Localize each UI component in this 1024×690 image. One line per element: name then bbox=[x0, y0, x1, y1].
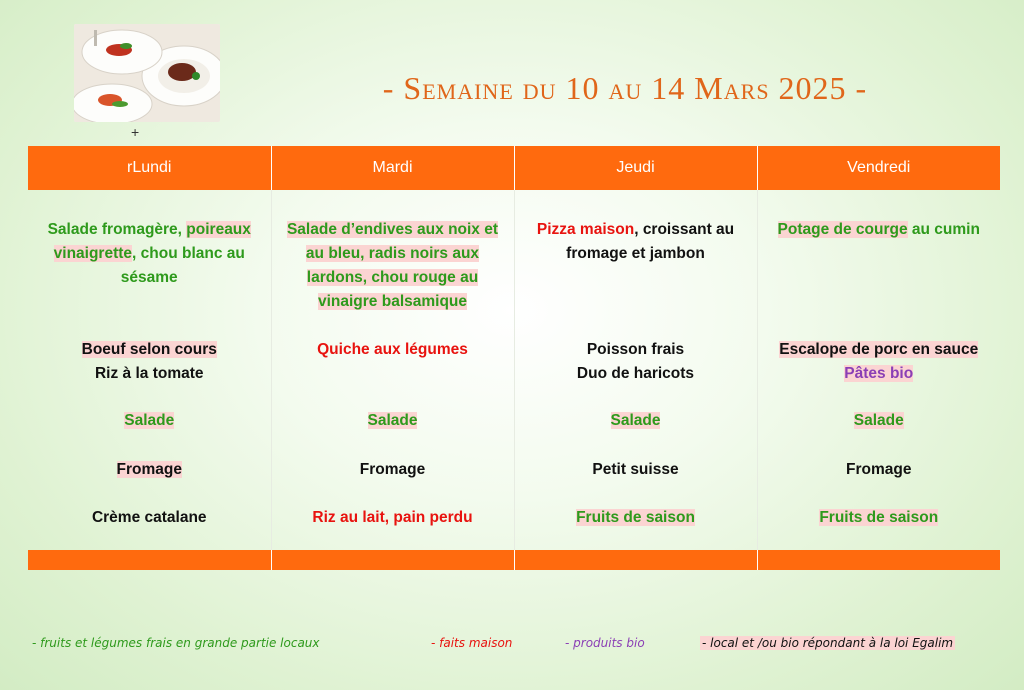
menu-text: au bleu, radis noirs aux bbox=[305, 245, 480, 262]
menu-cheese bbox=[32, 458, 267, 482]
menu-line bbox=[32, 458, 267, 482]
menu-text: Fromage bbox=[359, 461, 426, 478]
footer-bar-cell bbox=[514, 550, 757, 570]
menu-text: Poisson frais bbox=[586, 341, 685, 358]
menu-table bbox=[28, 146, 1000, 570]
menu-text: Quiche aux légumes bbox=[317, 341, 468, 358]
menu-cheese bbox=[762, 458, 997, 482]
menu-text: Salade bbox=[853, 412, 904, 429]
day-header-2: Mardi bbox=[271, 146, 514, 190]
menu-line bbox=[32, 409, 267, 433]
footer-bar-cell bbox=[271, 550, 514, 570]
menu-line bbox=[762, 458, 997, 482]
menu-dessert bbox=[32, 506, 267, 530]
menu-main bbox=[762, 338, 997, 386]
plus-mark: + bbox=[131, 124, 140, 140]
menu-text: poireaux bbox=[186, 221, 251, 238]
menu-day-col bbox=[757, 190, 1000, 550]
menu-main bbox=[32, 338, 267, 386]
menu-line bbox=[519, 362, 753, 386]
menu-text: Salade bbox=[124, 412, 175, 429]
menu-line bbox=[762, 506, 997, 530]
menu-cheese bbox=[519, 458, 753, 482]
menu-text: vinaigre balsamique bbox=[317, 293, 468, 310]
footer-bar-cell bbox=[757, 550, 1000, 570]
menu-text: Petit suisse bbox=[592, 461, 679, 478]
menu-line bbox=[276, 409, 510, 433]
menu-text: fromage et jambon bbox=[566, 245, 705, 262]
menu-main bbox=[519, 338, 753, 386]
legend-organic: - produits bio bbox=[565, 636, 645, 650]
footer-bar-cell bbox=[28, 550, 271, 570]
menu-text: , croissant au bbox=[634, 221, 735, 238]
legend-homemade: - faits maison bbox=[431, 636, 513, 650]
menu-line bbox=[276, 266, 510, 290]
menu-text: Pizza maison bbox=[536, 221, 635, 238]
menu-text: Salade bbox=[610, 412, 661, 429]
menu-line bbox=[519, 242, 753, 266]
menu-line bbox=[276, 218, 510, 242]
menu-text: Duo de haricots bbox=[576, 365, 695, 382]
menu-day-col bbox=[514, 190, 757, 550]
menu-text: lardons, chou rouge au bbox=[306, 269, 479, 286]
legend-egalim: - local et /ou bio répondant à la loi Egalim bbox=[702, 636, 954, 650]
day-header-3: Jeudi bbox=[514, 146, 757, 190]
menu-text: Fruits de saison bbox=[819, 509, 939, 526]
menu-line bbox=[276, 506, 510, 530]
menu-text: Escalope de porc en sauce bbox=[779, 341, 979, 358]
menu-line bbox=[762, 218, 997, 242]
menu-line bbox=[519, 458, 753, 482]
menu-line bbox=[276, 290, 510, 314]
menu-text: Salade d’endives aux noix et bbox=[286, 221, 499, 238]
menu-line bbox=[519, 506, 753, 530]
menu-text: Riz à la tomate bbox=[94, 365, 204, 382]
menu-salad bbox=[762, 409, 997, 433]
menu-text: vinaigrette bbox=[53, 245, 133, 262]
menu-day-col bbox=[28, 190, 271, 550]
menu-text: Fruits de saison bbox=[576, 509, 695, 526]
menu-line bbox=[519, 218, 753, 242]
menu-text: Fromage bbox=[846, 461, 912, 478]
menu-dessert bbox=[762, 506, 997, 530]
menu-line bbox=[32, 266, 267, 290]
menu-text: Potage de courge bbox=[777, 221, 908, 238]
day-header-4: Vendredi bbox=[757, 146, 1000, 190]
menu-line bbox=[519, 409, 753, 433]
menu-cheese bbox=[276, 458, 510, 482]
menu-line bbox=[276, 458, 510, 482]
menu-line bbox=[32, 218, 267, 242]
menu-text: Salade bbox=[367, 412, 418, 429]
menu-day-col bbox=[271, 190, 514, 550]
menu-text: Fromage bbox=[116, 461, 182, 478]
menu-dessert bbox=[276, 506, 510, 530]
menu-salad bbox=[32, 409, 267, 433]
menu-text: Riz au lait, pain perdu bbox=[312, 509, 473, 526]
menu-text: sésame bbox=[120, 269, 178, 286]
menu-text: au cumin bbox=[907, 221, 980, 238]
menu-starter bbox=[32, 218, 267, 290]
menu-line bbox=[32, 242, 267, 266]
day-header-1: rLundi bbox=[28, 146, 271, 190]
menu-line bbox=[276, 338, 510, 362]
menu-dessert bbox=[519, 506, 753, 530]
menu-starter bbox=[276, 218, 510, 314]
menu-line bbox=[32, 362, 267, 386]
menu-line bbox=[32, 338, 267, 362]
menu-salad bbox=[519, 409, 753, 433]
menu-starter bbox=[519, 218, 753, 266]
legend-fresh-local: - fruits et légumes frais en grande partie locaux bbox=[32, 636, 320, 650]
menu-line bbox=[762, 362, 997, 386]
menu-text: Salade fromagère, bbox=[47, 221, 187, 238]
menu-salad bbox=[276, 409, 510, 433]
menu-text: , chou blanc au bbox=[132, 245, 245, 262]
menu-text: Pâtes bio bbox=[844, 365, 914, 382]
menu-line bbox=[276, 242, 510, 266]
food-photo bbox=[74, 24, 220, 122]
page-title: - Semaine du 10 au 14 Mars 2025 - bbox=[382, 70, 868, 106]
menu-line bbox=[762, 338, 997, 362]
menu-text: Boeuf selon cours bbox=[81, 341, 217, 358]
menu-main bbox=[276, 338, 510, 362]
menu-starter bbox=[762, 218, 997, 242]
menu-line bbox=[32, 506, 267, 530]
menu-text: Crème catalane bbox=[91, 509, 207, 526]
menu-line bbox=[762, 409, 997, 433]
menu-line bbox=[519, 338, 753, 362]
